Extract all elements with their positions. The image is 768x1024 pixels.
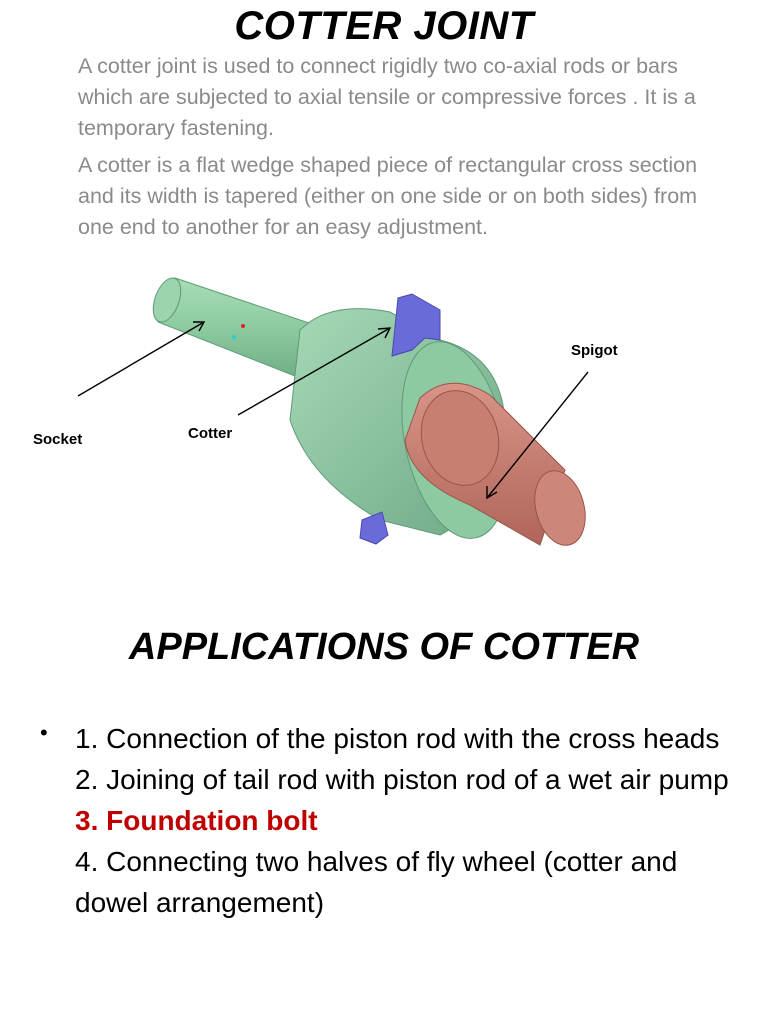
list-item-highlighted: 3. Foundation bolt — [75, 805, 318, 836]
list-item: 2. Joining of tail rod with piston rod of a wet air pump — [75, 764, 729, 795]
bullet-icon: • — [40, 720, 48, 745]
spigot-label: Spigot — [571, 342, 618, 359]
intro-paragraph-1: A cotter joint is used to connect rigidly two co-axial rods or bars which are subjected to axial tensile or compressive forces . It is a temporary fastening. — [78, 54, 696, 140]
cotter-label: Cotter — [188, 425, 233, 442]
applications-heading: APPLICATIONS OF COTTER — [128, 626, 640, 668]
applications-list — [75, 718, 735, 923]
list-item: 1. Connection of the piston rod with the cross heads — [75, 723, 720, 754]
cotter-joint-illustration — [0, 262, 768, 562]
list-item: 4. Connecting two halves of fly wheel (cotter and dowel arrangement) — [75, 846, 678, 918]
intro-paragraph-2: A cotter is a flat wedge shaped piece of rectangular cross section and its width is tapered (either on one side or on both sides) from one end to another for an easy adjustment. — [78, 153, 698, 239]
page-title: COTTER JOINT — [234, 4, 534, 48]
socket-label: Socket — [33, 431, 83, 448]
